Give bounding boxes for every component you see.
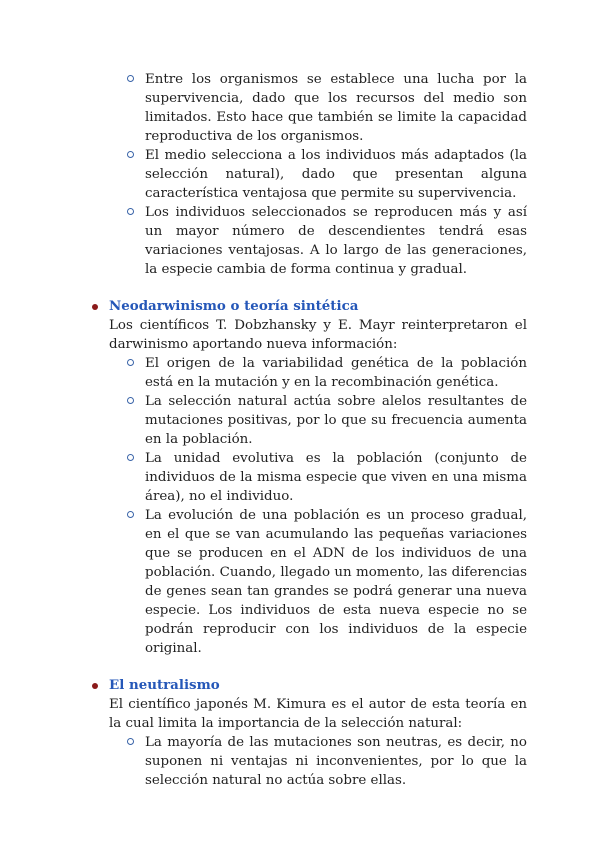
list-item-text: La evolución de una población es un proceso gradual, en el que se van acumulando las pequeñas variaciones que se producen en el ADN de los individuos de una población. Cuando, llegado un momento, las diferencias de genes sean tan grandes se podrá generar una nueva especie. Los individuos de esta nueva especie no se podrán reproducir con los individuos de la especie original. [145, 508, 527, 656]
hollow-bullet-icon [127, 151, 134, 158]
section-paragraph: Los científicos T. Dobzhansky y E. Mayr reinterpretaron el darwinismo aportando nueva información: [109, 318, 527, 352]
section-neutralismo [89, 676, 527, 790]
section-paragraph: El científico japonés M. Kimura es el autor de esta teoría en la cual limita la importancia de la selección natural: [109, 697, 527, 731]
section-sublist [109, 733, 527, 790]
list-item-text: Los individuos seleccionados se reproducen más y así un mayor número de descendientes tendrá esas variaciones ventajosas. A lo largo de las generaciones, la especie cambia de forma continua y gradual. [145, 205, 527, 277]
hollow-bullet-icon [127, 75, 134, 82]
list-item-text: El origen de la variabilidad genética de la población está en la mutación y en la recombinación genética. [145, 356, 527, 390]
list-item [145, 733, 527, 790]
list-item [145, 506, 527, 658]
list-item [145, 70, 527, 146]
list-item-text: El medio selecciona a los individuos más adaptados (la selección natural), dado que presentan alguna característica ventajosa que permite su supervivencia. [145, 148, 527, 201]
list-item-text: La selección natural actúa sobre alelos resultantes de mutaciones positivas, por lo que su frecuencia aumenta en la población. [145, 394, 527, 447]
hollow-bullet-icon [127, 397, 134, 404]
hollow-bullet-icon [127, 208, 134, 215]
list-item [145, 392, 527, 449]
filled-bullet-icon [92, 683, 98, 689]
list-item [145, 146, 527, 203]
list-item [145, 354, 527, 392]
section-heading: Neodarwinismo o teoría sintética [109, 298, 359, 314]
section-neodarwinismo [89, 297, 527, 658]
list-item-text: La mayoría de las mutaciones son neutras, es decir, no suponen ni ventajas ni inconvenientes, por lo que la selección natural no actúa sobre ellas. [145, 735, 527, 788]
page-content [89, 70, 527, 790]
list-item [145, 203, 527, 279]
list-item-text: Entre los organismos se establece una lucha por la supervivencia, dado que los recursos del medio son limitados. Esto hace que también se limite la capacidad reproductiva de los organismos. [145, 72, 527, 144]
list-item-text: La unidad evolutiva es la población (conjunto de individuos de la misma especie que viven en una misma área), no el individuo. [145, 451, 527, 504]
list-item [145, 449, 527, 506]
hollow-bullet-icon [127, 511, 134, 518]
filled-bullet-icon [92, 304, 98, 310]
section-sublist [109, 354, 527, 658]
section-heading: El neutralismo [109, 677, 220, 693]
hollow-bullet-icon [127, 359, 134, 366]
hollow-bullet-icon [127, 738, 134, 745]
hollow-bullet-icon [127, 454, 134, 461]
intro-sublist [89, 70, 527, 279]
